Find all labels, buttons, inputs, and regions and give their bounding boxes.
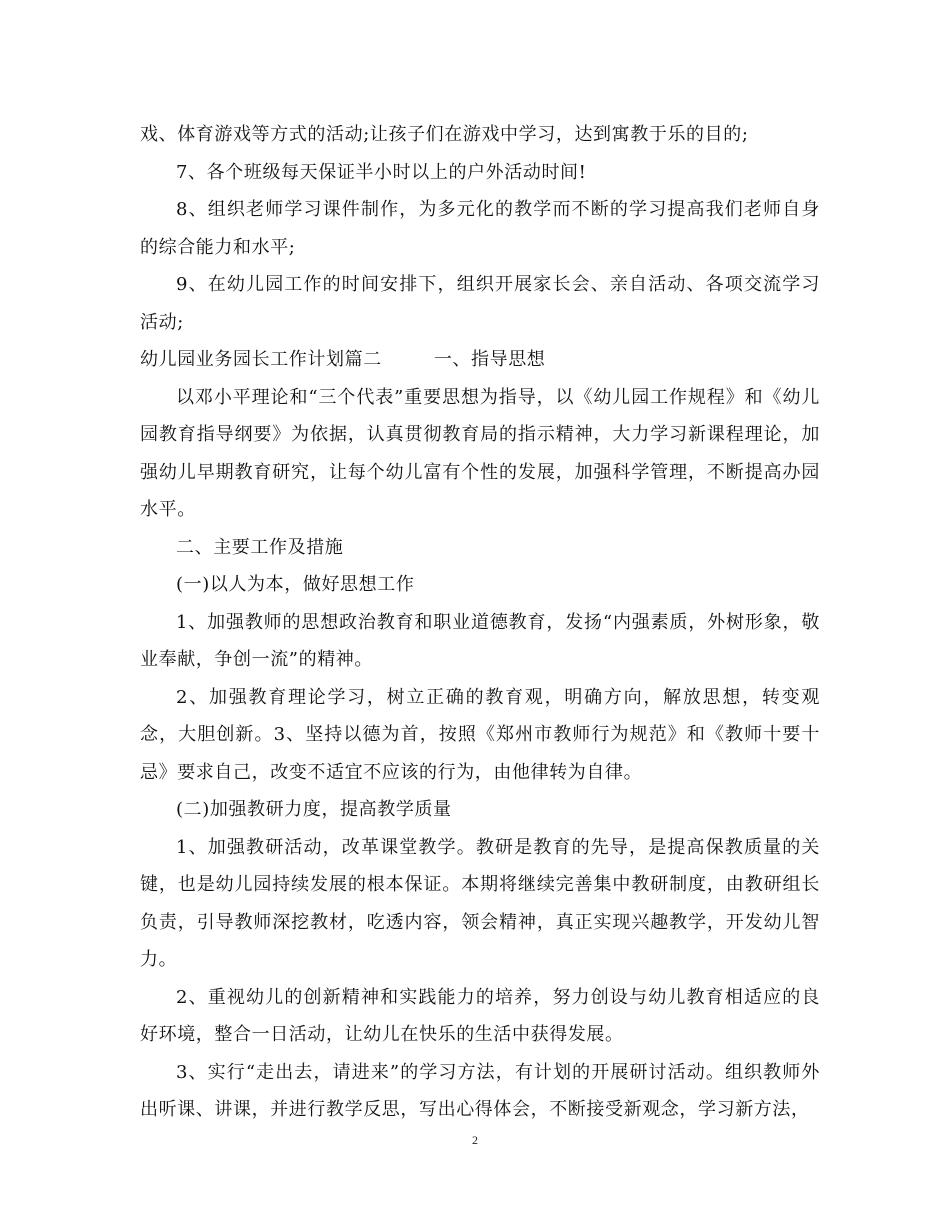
- paragraph-item-7: 7、各个班级每天保证半小时以上的户外活动时间!: [176, 161, 587, 183]
- paragraph-innovation: 2、重视幼儿的创新精神和实践能力的培养，努力创设与幼儿教育相适应的良好环境，整合一日活动，让幼儿在快乐的生活中获得发展。: [140, 986, 820, 1045]
- paragraph-research-activities: 1、加强教研活动，改革课堂教学。教研是教育的先导，是提高保教质量的关键，也是幼儿园持续发展的根本保证。本期将继续完善集中教研制度，由教研组长负责，引导教师深挖教材，吃透内容，领会精神，真正实现兴趣教学，开发幼儿智力。: [140, 836, 820, 970]
- document-body: [140, 116, 820, 1129]
- guiding-thought-heading: 一、指导思想: [433, 349, 546, 370]
- subheading-teaching-research: (二)加强教研力度，提高教学质量: [176, 799, 452, 820]
- guiding-thought-paragraph: 以邓小平理论和“三个代表”重要思想为指导，以《幼儿园工作规程》和《幼儿园教育指导纲要》为依据，认真贯彻教育局的指示精神，大力学习新课程理论，加强幼儿早期教育研究，让每个幼儿富有个性的发展，加强科学管理，不断提高办园水平。: [140, 386, 820, 520]
- paragraph-item-9: 9、在幼儿园工作的时间安排下，组织开展家长会、亲自活动、各项交流学习活动;: [140, 274, 820, 333]
- plan-title: 幼儿园业务园长工作计划篇二: [140, 349, 382, 370]
- paragraph-item-8: 8、组织老师学习课件制作，为多元化的教学而不断的学习提高我们老师自身的综合能力和水平;: [140, 199, 820, 258]
- page-number: 2: [472, 1133, 478, 1147]
- main-work-heading: 二、主要工作及措施: [176, 536, 344, 558]
- section-heading-line: [140, 341, 820, 379]
- paragraph-continuation: 戏、体育游戏等方式的活动;让孩子们在游戏中学习，达到寓教于乐的目的;: [140, 124, 749, 145]
- paragraph-theory-study: 2、加强教育理论学习，树立正确的教育观，明确方向，解放思想，转变观念，大胆创新。3、坚持以德为首，按照《郑州市教师行为规范》和《教师十要十忌》要求自己，改变不适宜不应该的行为，由他律转为自律。: [140, 686, 820, 783]
- subheading-people-first: (一)以人为本，做好思想工作: [176, 574, 415, 595]
- paragraph-ethics-education: 1、加强教师的思想政治教育和职业道德教育，发扬“内强素质，外树形象，敬业奉献，争创一流”的精神。: [140, 611, 820, 670]
- paragraph-learning-method: 3、实行“走出去，请进来”的学习方法，有计划的开展研讨活动。组织教师外出听课、讲课，并进行教学反思，写出心得体会，不断接受新观念，学习新方法，: [140, 1061, 820, 1120]
